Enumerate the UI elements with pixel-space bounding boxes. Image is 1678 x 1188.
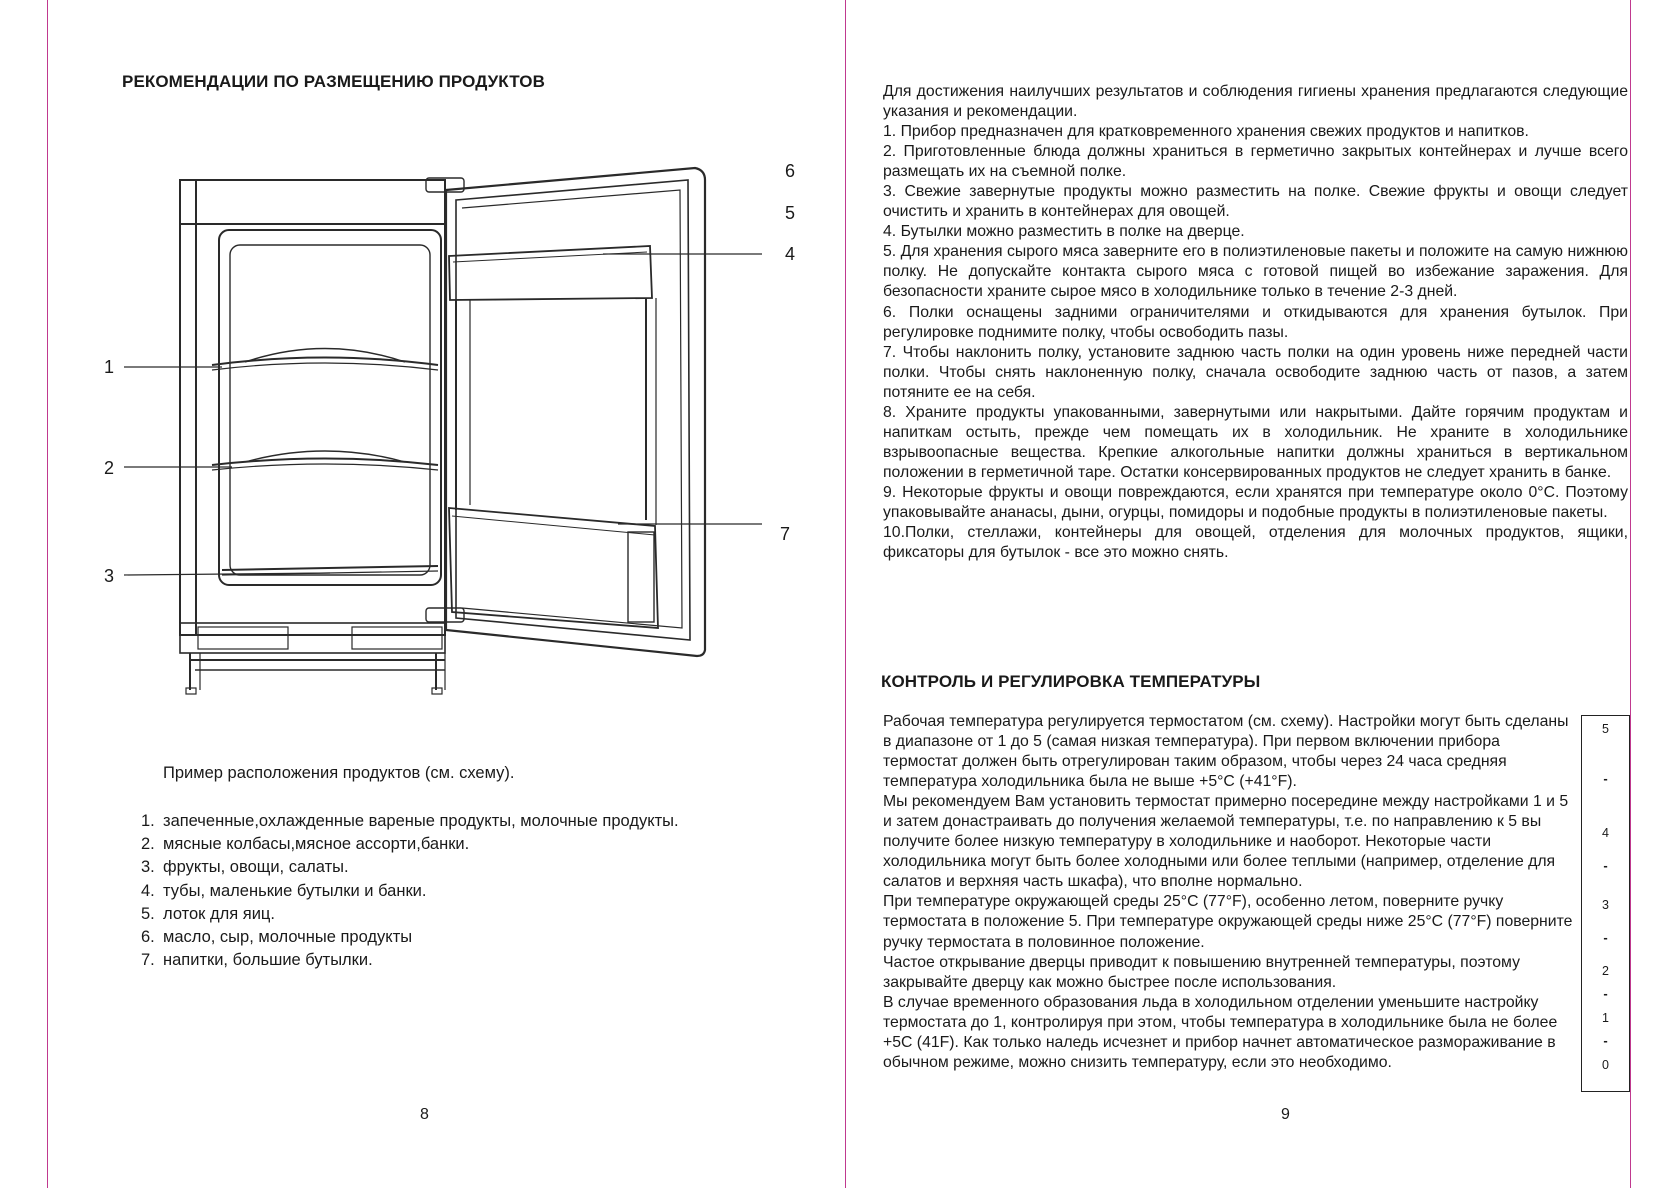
refrigerator-diagram xyxy=(90,150,810,710)
recommendation-item: 6. Полки оснащены задними ограничителями и откидываются для хранения бутылок. При регулировке поднимите полку, чтобы освободить пазы. xyxy=(883,303,1628,341)
temperature-text xyxy=(883,712,1575,1073)
scale-mark: - xyxy=(1603,858,1608,873)
list-item: 5. лоток для яиц. xyxy=(141,904,275,923)
temperature-paragraph: Мы рекомендуем Вам установить термостат примерно посередине между настройками 1 и 5 и затем донастраивать до получения желаемой температуры, т.е. по направлению к 5 вы получите более низкую температуру в холодильнике и наоборот. Некоторые части холодильника могут быть более холодными или более теплыми (например, отделение для салатов и верхняя часть шкафа), что вполне нормально. xyxy=(883,793,1569,891)
temperature-paragraph: Рабочая температура регулируется термостатом (см. схему). Настройки могут быть сделаны в диапазоне от 1 до 5 (самая низкая температура). При первом включении прибора термостат должен быть отрегулирован таким образом, чтобы через 24 часа средняя температура холодильника была не выше +5°С (+41°F). xyxy=(883,713,1569,791)
temperature-paragraph: В случае временного образования льда в холодильном отделении уменьшите настройку термостата до 1, контролируя при этом, чтобы температура в холодильнике была не более +5С (41F). Как только наледь исчезнет и прибор начнет автоматическое размораживание в обычном режиме, можно снизить температуру, если это необходимо. xyxy=(883,993,1558,1071)
recommendation-item: 7. Чтобы наклонить полку, установите заднюю часть полки на один уровень ниже передней части полки. Чтобы снять наклоненную полку, сначала освободите заднюю часть от пазов, а затем потяните ее на себя. xyxy=(883,343,1628,401)
callout-label-4: 4 xyxy=(785,244,796,264)
scale-mark: 3 xyxy=(1602,898,1609,912)
callout-label-5: 5 xyxy=(785,203,796,223)
storage-recommendations xyxy=(883,82,1628,563)
scale-mark: - xyxy=(1603,771,1608,786)
scale-mark: 5 xyxy=(1602,722,1609,736)
page-title: РЕКОМЕНДАЦИИ ПО РАЗМЕЩЕНИЮ ПРОДУКТОВ xyxy=(122,72,545,91)
temperature-paragraph: При температуре окружающей среды 25°С (77°F), особенно летом, поверните ручку термостата в положение 5. При температуре окружающей среды ниже 25°С (77°F) поверните ручку термостата в половинное положение. xyxy=(883,893,1573,951)
list-item: 1. запеченные,охлажденные вареные продукты, молочные продукты. xyxy=(141,812,679,830)
scale-mark: 4 xyxy=(1602,826,1609,840)
list-item: 6. масло, сыр, молочные продукты xyxy=(141,928,413,947)
recommendation-item: 4. Бутылки можно разместить в полке на дверце. xyxy=(883,223,1245,241)
callout-label-1: 1 xyxy=(104,357,115,377)
scale-mark: 1 xyxy=(1602,1011,1609,1025)
temperature-paragraph: Частое открывание дверцы приводит к повышению внутренней температуры, поэтому закрывайте дверцу как можно быстрее после использования. xyxy=(883,953,1520,991)
callout-label-2: 2 xyxy=(104,458,115,478)
recommendation-item: 9. Некоторые фрукты и овощи повреждаются, если хранятся при температуре около 0°C. Поэтому упаковывайте ананасы, дыни, огурцы, помидоры и подобные продукты в полиэтиленовые пакеты. xyxy=(883,483,1628,521)
scale-mark: 0 xyxy=(1602,1058,1609,1072)
center-fold-guide xyxy=(845,0,846,1188)
recommendation-item: 2. Приготовленные блюда должны храниться в герметично закрытых контейнерах и лучше всего размещать их на съемной полке. xyxy=(883,143,1628,181)
scale-mark: - xyxy=(1603,986,1608,1001)
scale-mark: - xyxy=(1603,930,1608,945)
recommendation-item: 3. Свежие завернутые продукты можно разместить на полке. Свежие фрукты и овощи следует очистить и хранить в контейнерах для овощей. xyxy=(883,183,1628,221)
product-list xyxy=(141,810,679,972)
list-item: 2. мясные колбасы,мясное ассорти,банки. xyxy=(141,835,470,854)
page-number-left: 8 xyxy=(420,1106,429,1123)
page-number-right: 9 xyxy=(1281,1106,1290,1123)
recommendation-item: 1. Прибор предназначен для кратковременного хранения свежих продуктов и напитков. xyxy=(883,123,1529,141)
intro-paragraph: Для достижения наилучших результатов и соблюдения гигиены хранения предлагаются следующие указания и рекомендации. xyxy=(883,83,1628,121)
diagram-caption: Пример расположения продуктов (см. схему). xyxy=(163,764,515,782)
recommendation-item: 8. Храните продукты упакованными, завернутыми или накрытыми. Дайте горячим продуктам и напиткам остыть, прежде чем помещать их в холодильник. Не храните в холодильнике взрывоопасные вещества. Крепкие алкогольные напитки должны храниться в вертикальном положении в герметичной таре. Остатки консервированных продуктов не следует хранить в банке. xyxy=(883,403,1628,481)
thermostat-scale xyxy=(1581,715,1630,1092)
recommendation-item: 10.Полки, стеллажи, контейнеры для овощей, отделения для молочных продуктов, ящики, фиксаторы для бутылок - все это можно снять. xyxy=(883,524,1628,562)
right-margin-guide xyxy=(1630,0,1631,1188)
list-item: 7. напитки, большие бутылки. xyxy=(141,951,373,970)
callout-label-3: 3 xyxy=(104,566,115,586)
callout-label-6: 6 xyxy=(785,161,796,181)
callout-label-7: 7 xyxy=(780,524,791,544)
list-item: 4. тубы, маленькие бутылки и банки. xyxy=(141,881,427,900)
scale-mark: 2 xyxy=(1602,964,1609,978)
list-item: 3. фрукты, овощи, салаты. xyxy=(141,858,349,877)
scale-mark: - xyxy=(1603,1033,1608,1048)
section-title-temperature: КОНТРОЛЬ И РЕГУЛИРОВКА ТЕМПЕРАТУРЫ xyxy=(881,672,1261,691)
recommendation-item: 5. Для хранения сырого мяса заверните его в полиэтиленовые пакеты и положите на самую нижнюю полку. Не допускайте контакта сырого мяса с готовой пищей во избежание заражения. Для безопасности храните сырое мясо в холодильнике только в течение 2-3 дней. xyxy=(883,243,1628,301)
